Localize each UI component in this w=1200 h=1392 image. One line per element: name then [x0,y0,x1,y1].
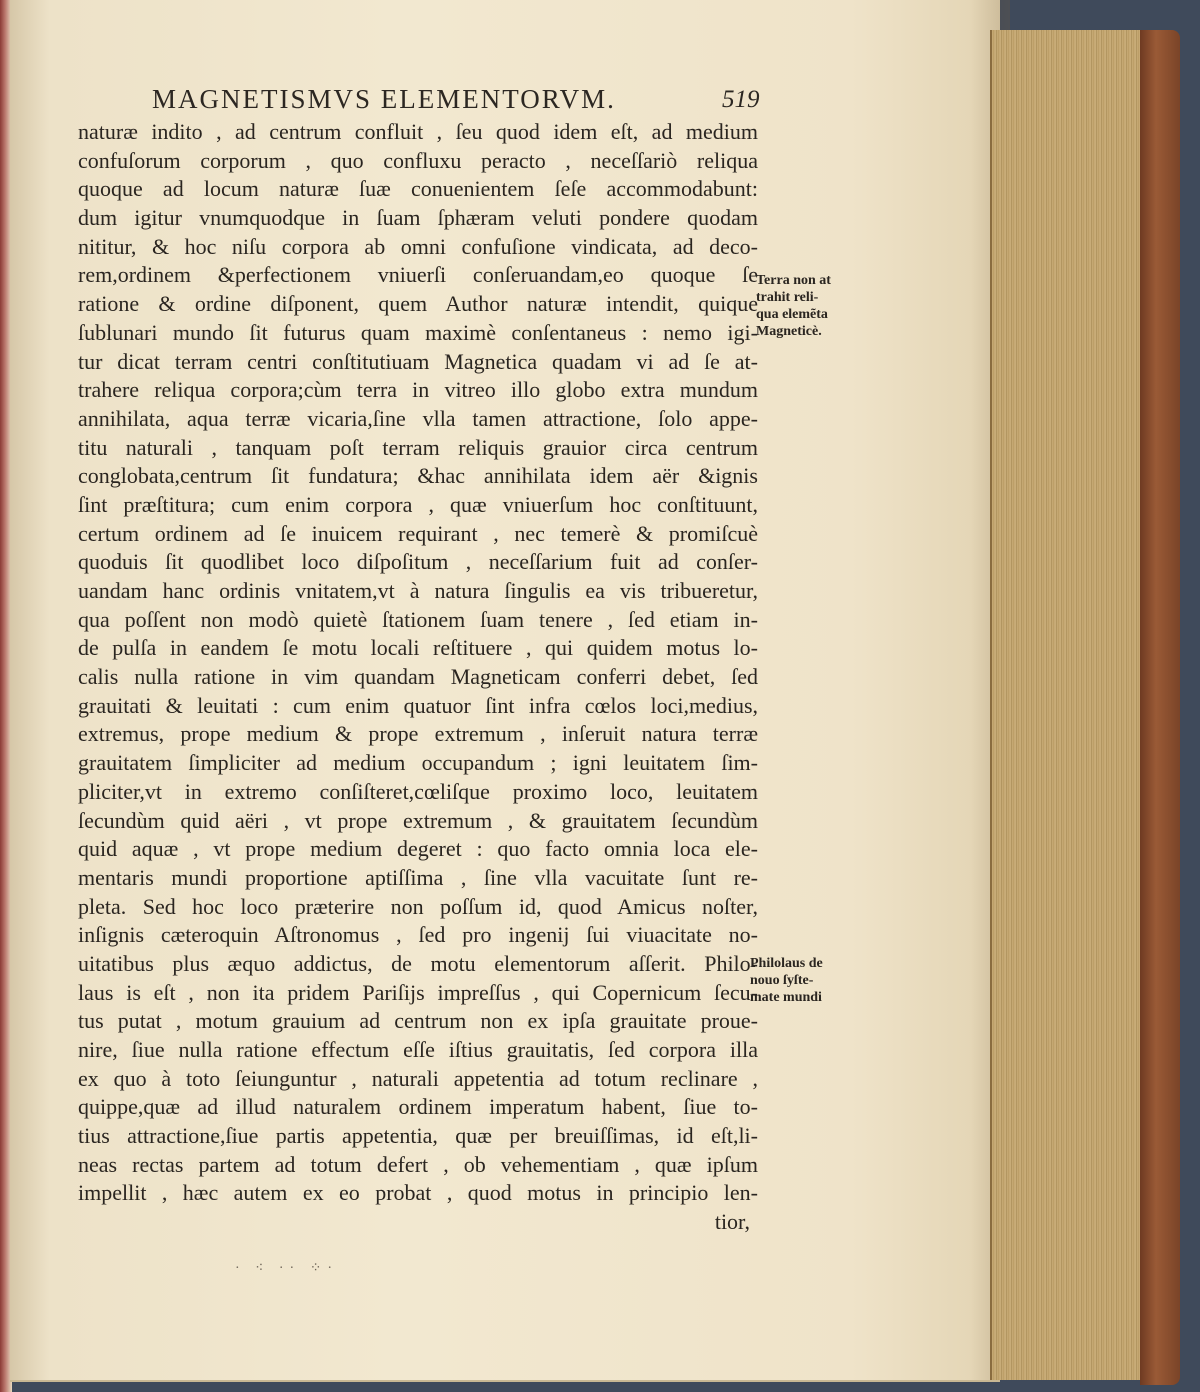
text-line: ratione & ordine diſponent, quem Author naturæ intendit, quique [78,291,758,317]
text-line: quippe,quæ ad illud naturalem ordinem imperatum habent, ſiue to- [78,1094,758,1120]
marginal-note-line: trahit reli- [756,290,819,305]
text-line: nititur, & hoc niſu corpora ab omni confuſione vindicata, ad deco- [78,233,758,259]
text-line: quoduis ſit quodlibet loco diſpoſitum , neceſſarium fuit ad conſer- [78,549,758,575]
text-line: impellit , hæc autem ex eo probat , quod motus in principio len- [78,1180,758,1206]
text-line: ſint præſtitura; cum enim corpora , quæ vniuerſum hoc conſtituunt, [78,491,758,517]
marginal-note-terra [756,272,831,340]
text-line: ſecundùm quid aëri , vt prope extremum , & grauitatem ſecundùm [78,807,758,833]
book-page [10,0,1000,1382]
text-line: certum ordinem ad ſe inuicem requirant , nec temerè & promiſcuè [78,520,758,546]
marginal-note-line: Terra non at [756,273,831,288]
text-line: pliciter,vt in extremo conſiſteret,cœliſque proximo loco, leuitatem [78,778,758,804]
marginal-note-line: qua elemẽta [756,307,828,322]
text-line: grauitatem ſimpliciter ad medium occupandum ; igni leuitatem ſim- [78,750,758,776]
text-line: inſignis cæteroquin Aſtronomus , ſed pro ingenij ſui viuacitate no- [78,922,758,948]
text-line: naturæ indito , ad centrum confluit , ſeu quod idem eſt, ad medium [78,119,758,144]
marginal-note-line: mate mundi [750,990,822,1005]
text-line: tus putat , motum grauium ad centrum non ex ipſa grauitate proue- [78,1008,758,1034]
text-line: laus is eſt , non ita pridem Pariſijs impreſſus , qui Copernicum ſecu- [78,979,758,1005]
text-line: ex quo à toto ſeiunguntur , naturali appetentia ad totum reclinare , [78,1065,758,1091]
marginal-note-line: nouo ſyſte- [750,973,814,988]
text-line: tur dicat terram centri conſtitutiuam Magnetica quadam vi ad ſe at- [78,348,758,374]
text-line: quoque ad locum naturæ ſuæ conuenientem ſeſe accommodabunt: [78,176,758,202]
text-line: tius attractione,ſiue partis appetentia, quæ per breuiſſimas, id eſt,li- [78,1123,758,1149]
text-line: uitatibus plus æquo addictus, de motu elementorum aſſerit. Philo- [78,950,758,976]
text-line: mentaris mundi proportione aptiſſima , ſine vlla vacuitate ſunt re- [78,864,758,890]
fore-edge-pages [990,30,1152,1380]
marginal-note-philolaus [750,955,823,1006]
text-line: neas rectas partem ad totum defert , ob vehementiam , quæ ipſum [78,1151,758,1177]
body-text [78,118,758,1237]
text-line: trahere reliqua corpora;cùm terra in vitreo illo globo extra mundum [78,377,758,403]
marginal-note-line: Philolaus de [750,956,823,971]
catchword-line: tior, [714,1209,750,1235]
text-line: calis nulla ratione in vim quandam Magneticam conferri debet, ſed [78,664,758,690]
marginal-note-line: Magneticè. [756,324,822,339]
text-line: uandam hanc ordinis vnitatem,vt à natura ſingulis ea vis tribueretur, [78,578,758,603]
text-line: annihilata, aqua terræ vicaria,ſine vlla tamen attractione, ſolo appe- [78,405,758,431]
text-line: confuſorum corporum , quo confluxu peracto , neceſſariò reliqua [78,147,758,173]
book-cover-edge [1140,30,1180,1385]
text-line: de pulſa in eandem ſe motu locali reſtituere , qui quidem motus lo- [78,635,758,661]
text-line: grauitati & leuitati : cum enim quatuor ſint infra cœlos loci,medius, [78,692,758,718]
text-line: dum igitur vnumquodque in ſuam ſphæram veluti pondere quodam [78,205,758,231]
text-line: quid aquæ , vt prope medium degeret : quo facto omnia loca ele- [78,836,758,862]
running-head: MAGNETISMVS ELEMENTORVM. [152,84,616,114]
text-line: rem,ordinem &perfectionem vniuerſi conſeruandam,eo quoque ſe [78,262,758,288]
text-line: titu naturali , tanquam poſt terram reliquis grauior circa centrum [78,434,758,460]
text-line: qua poſſent non modò quietè ſtationem ſuam tenere , ſed etiam in- [78,606,758,632]
text-line: pleta. Sed hoc loco præterire non poſſum id, quod Amicus noſter, [78,893,758,919]
text-line: ſublunari mundo ſit futurus quam maximè conſentaneus : nemo igi- [78,319,758,345]
text-line: conglobata,centrum ſit fundatura; &hac annihilata idem aër &ignis [78,463,758,489]
text-line: extremus, prope medium & prope extremum , inſeruit natura terræ [78,721,758,747]
text-line: nire, ſiue nulla ratione effectum eſſe iſtius grauitatis, ſed corpora illa [78,1037,758,1062]
page-number: 519 [722,86,760,113]
ink-smudge: · ⁖ ·· ⁘· [235,1261,339,1276]
